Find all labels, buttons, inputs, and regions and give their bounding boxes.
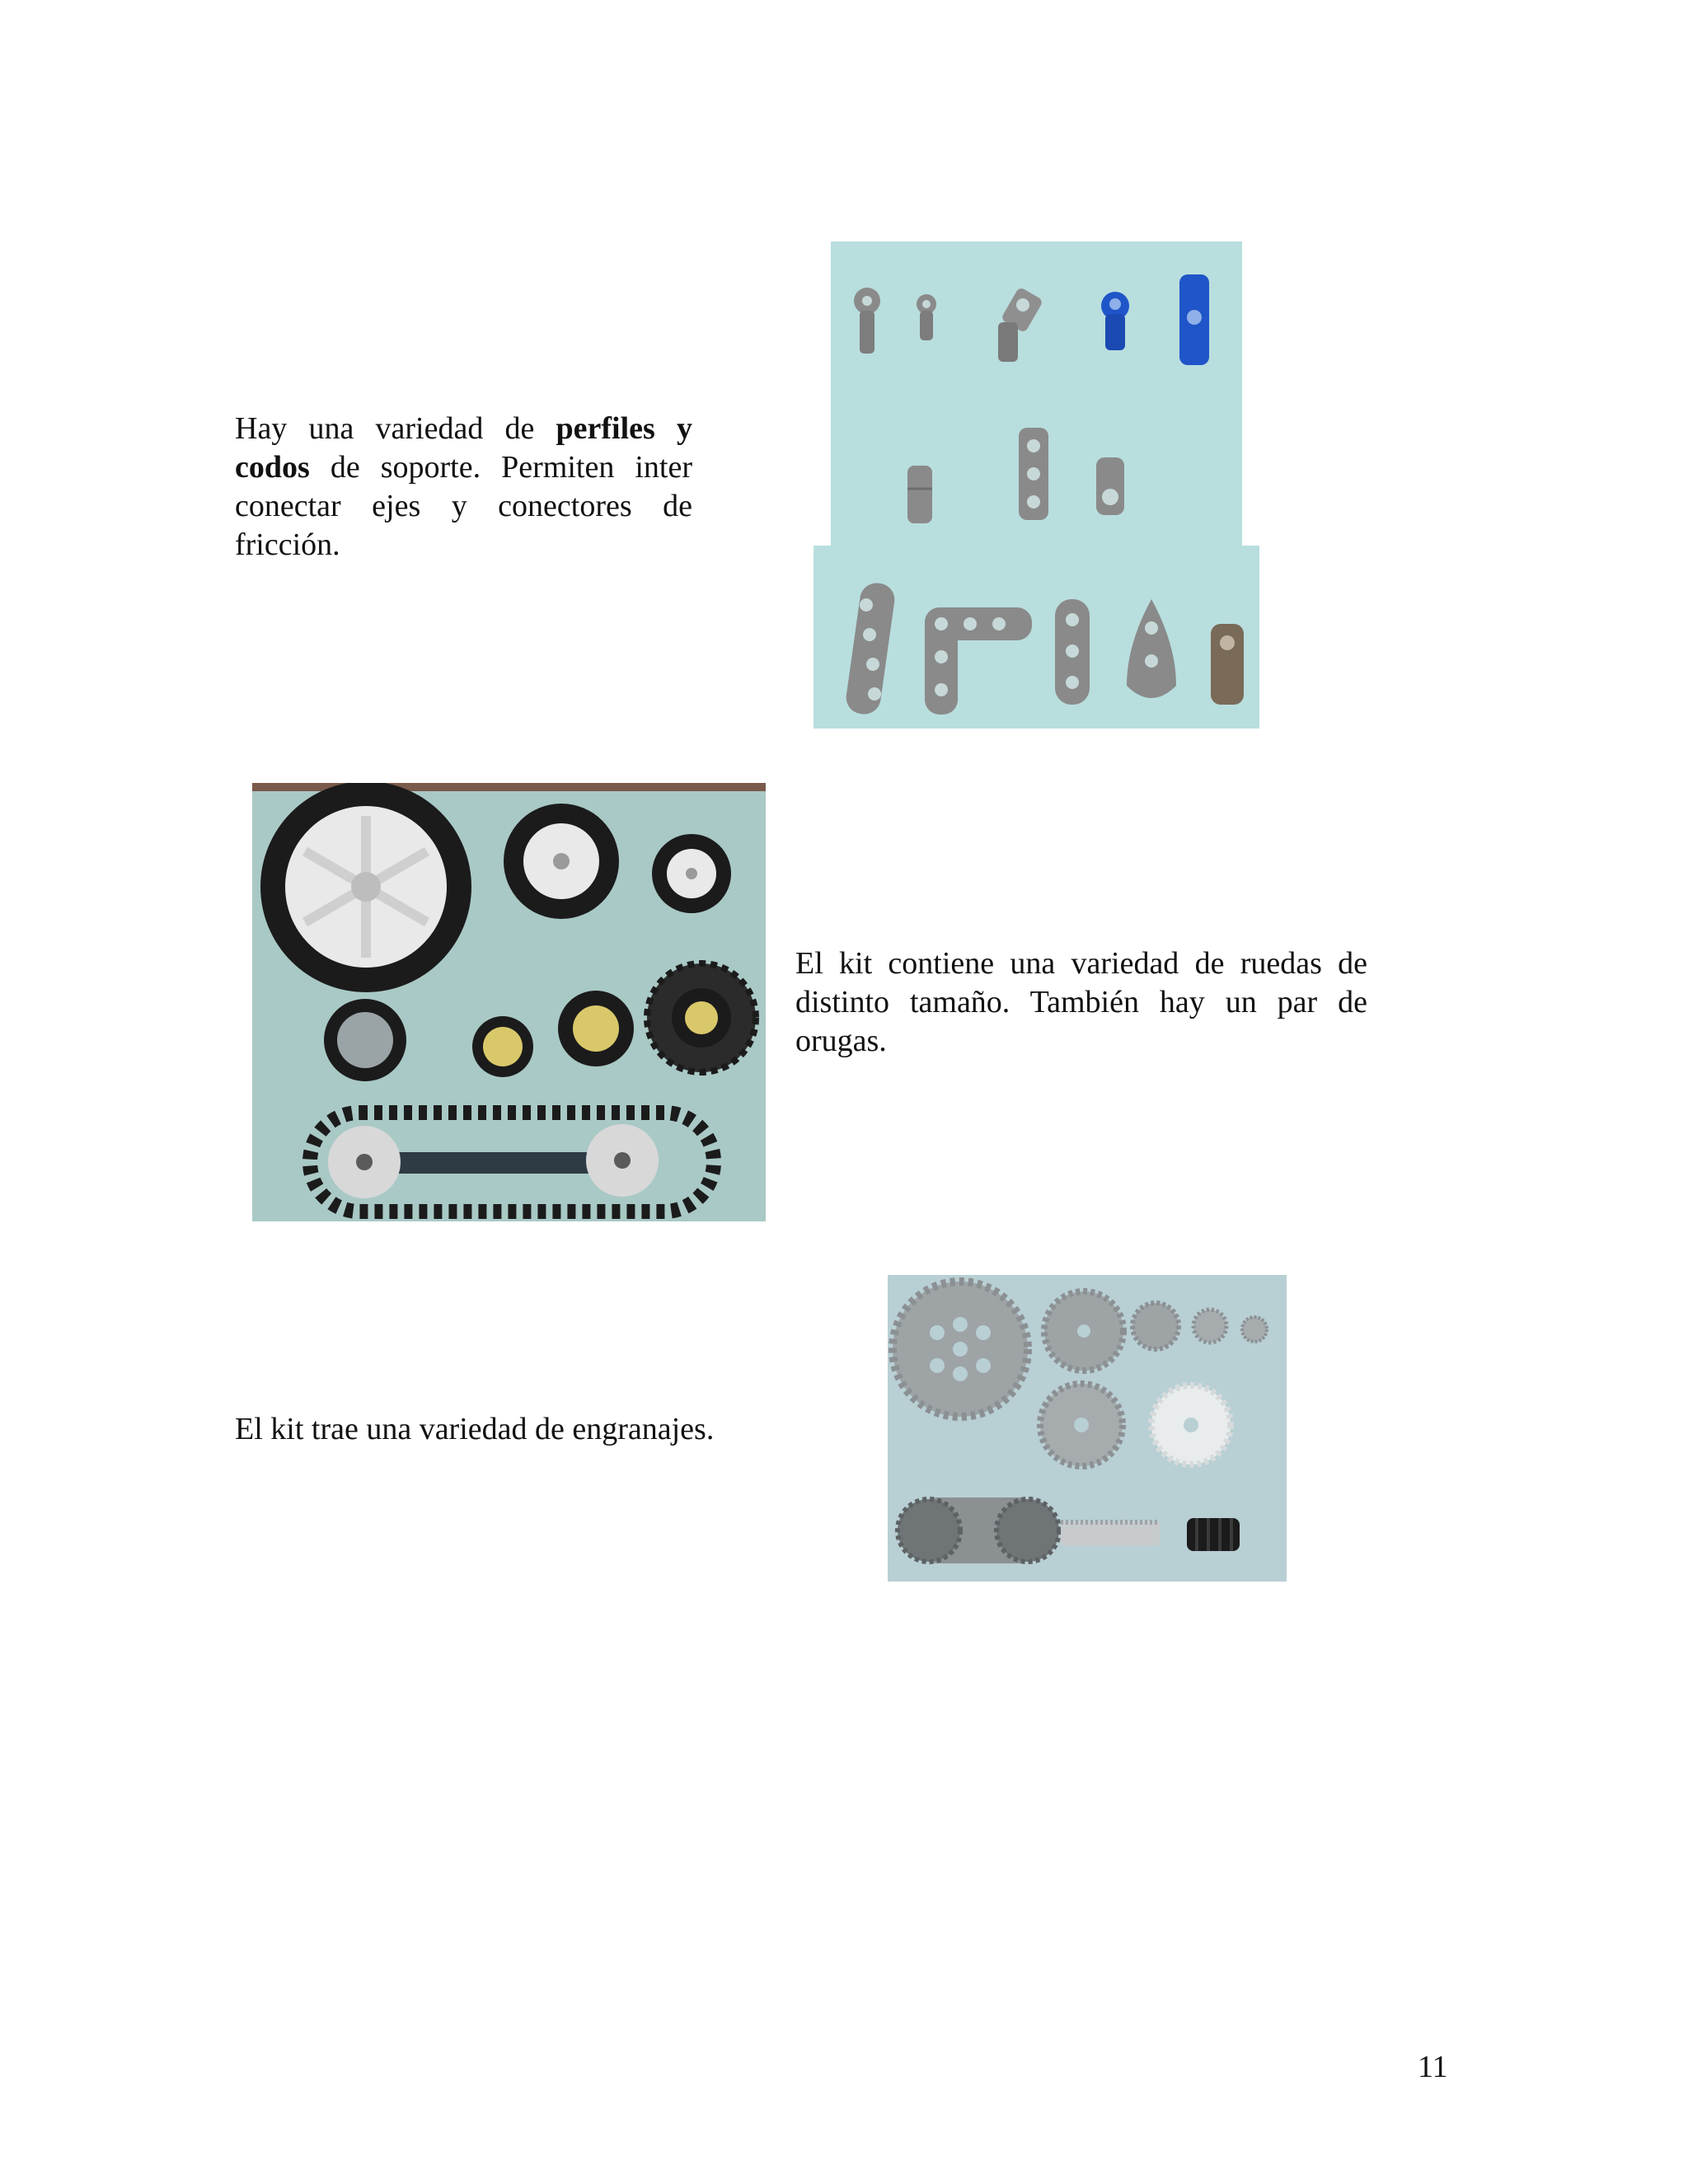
white-gear xyxy=(1151,1385,1231,1465)
yellow-hub-wheel-medium xyxy=(558,991,634,1066)
tiny-gear xyxy=(1242,1317,1267,1342)
gray-bushing xyxy=(907,466,932,523)
blue-ball-connector xyxy=(1101,292,1129,350)
gray-wheel xyxy=(324,999,406,1081)
gears-photo xyxy=(888,1275,1287,1582)
large-tread-wheel xyxy=(647,963,756,1072)
small-wheel xyxy=(652,834,731,913)
page-number: 11 xyxy=(1418,2050,1448,2084)
worm-gear xyxy=(1187,1518,1240,1551)
paragraph-ruedas: El kit contiene una variedad de ruedas de distinto tamaño. También hay un par de orugas. xyxy=(795,946,1367,1058)
crown-gear xyxy=(1040,1384,1123,1466)
smaller-gear xyxy=(1193,1310,1226,1343)
bold-term: perfiles y codos xyxy=(235,411,692,485)
paragraph-text-end: de soporte. Permiten inter conectar ejes y conectores de fricción. xyxy=(235,450,692,562)
blue-cross-connector xyxy=(1179,274,1209,365)
paragraph-text-start: Hay una variedad de xyxy=(235,411,556,446)
gray-double-connector xyxy=(1019,428,1048,520)
differential-gear xyxy=(898,1497,1059,1563)
wheels-photo xyxy=(252,783,766,1221)
connectors-photo-top xyxy=(831,241,1242,546)
large-spoked-wheel xyxy=(260,783,471,992)
gray-beam-short xyxy=(1055,599,1090,705)
paragraph-perfiles-codos xyxy=(235,410,692,565)
paragraph-engranajes: El kit trae una variedad de engranajes. xyxy=(235,1412,715,1446)
large-gear xyxy=(893,1282,1028,1417)
medium-gear xyxy=(1044,1291,1123,1371)
connectors-photo-bottom xyxy=(814,546,1259,729)
brown-connector xyxy=(1211,624,1244,705)
small-gear xyxy=(1132,1303,1179,1349)
gray-pin-connector xyxy=(1096,457,1124,515)
yellow-hub-wheel-small xyxy=(472,1016,533,1077)
gear-rack xyxy=(1061,1522,1160,1545)
medium-wheel xyxy=(504,804,619,919)
